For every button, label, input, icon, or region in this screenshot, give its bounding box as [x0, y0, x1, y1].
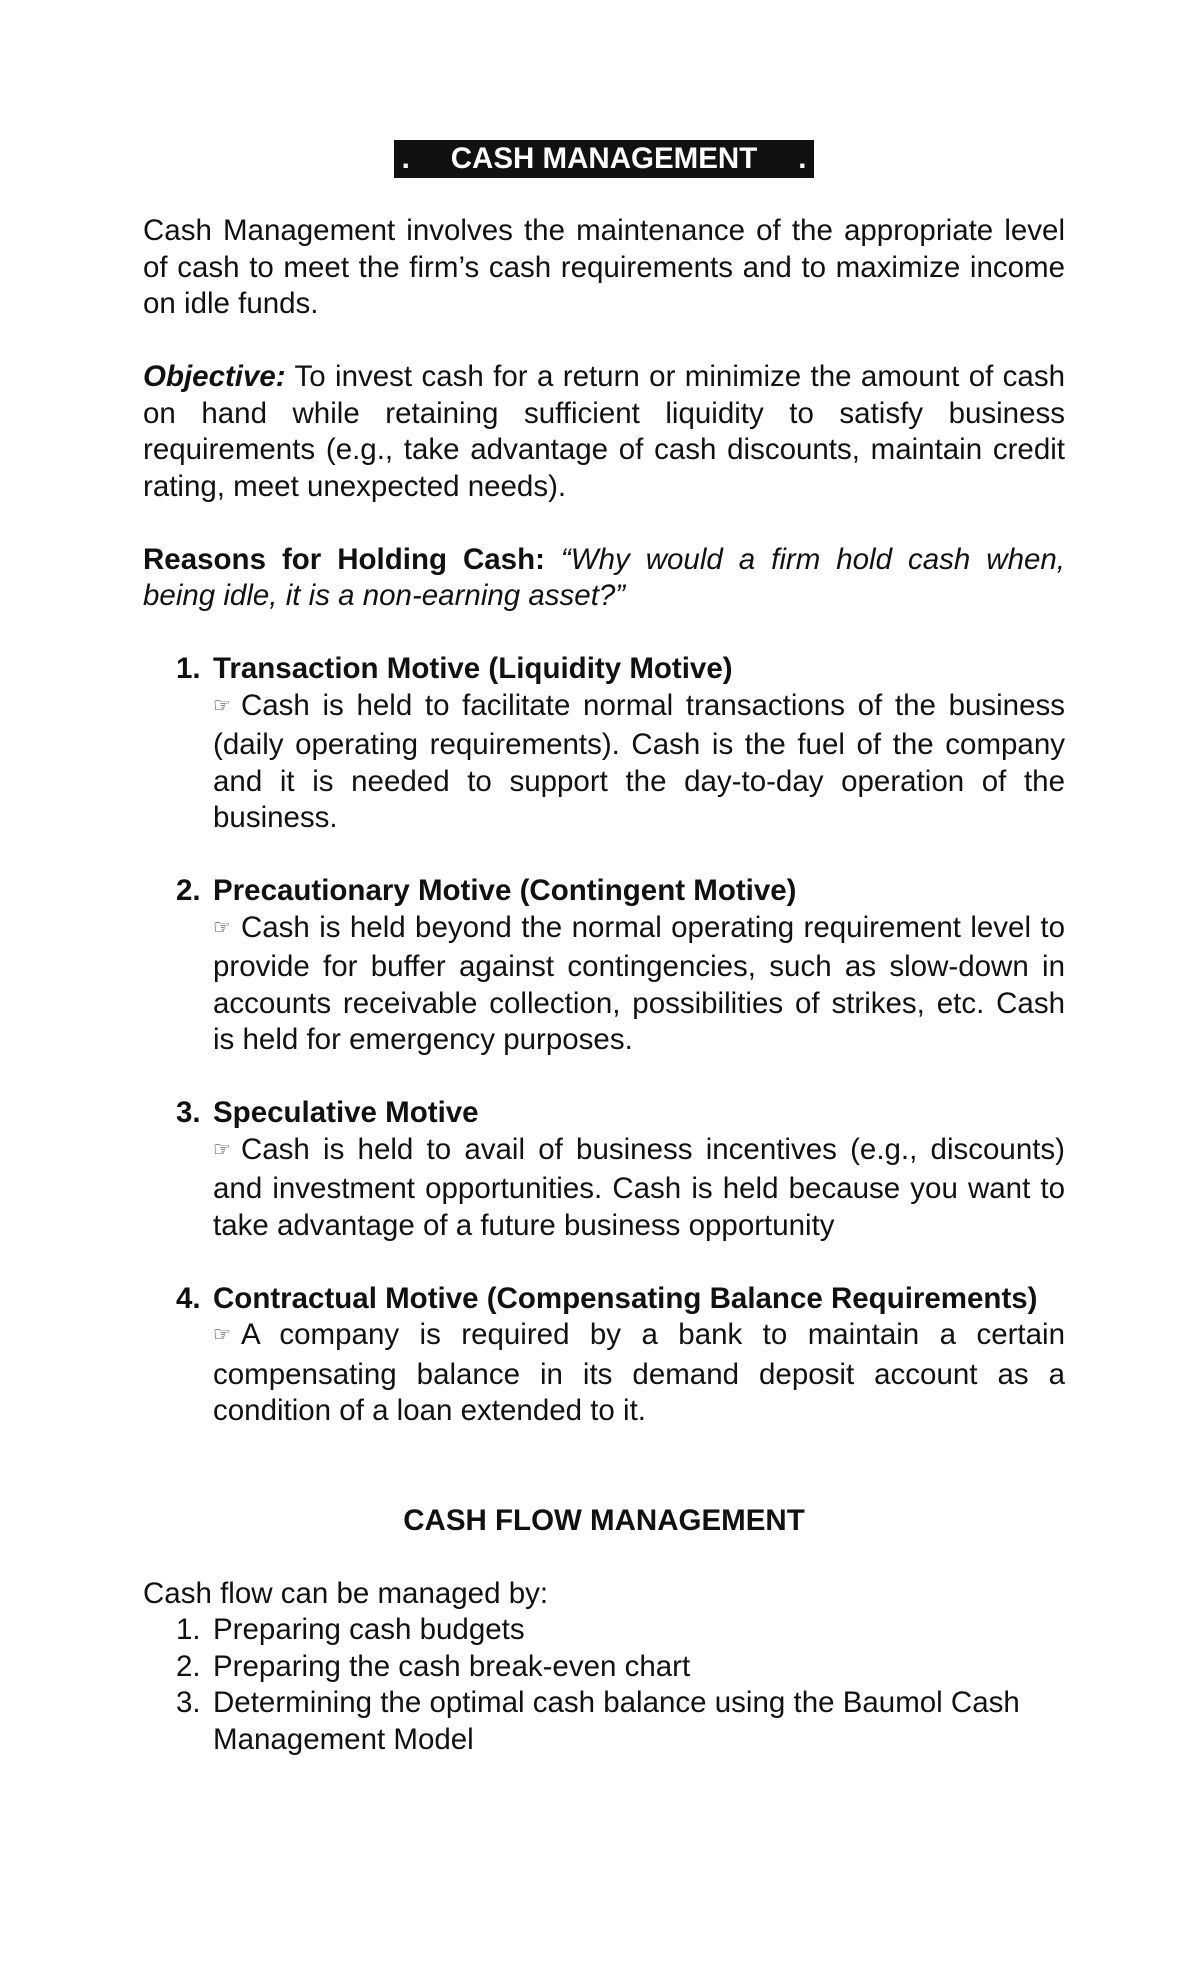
motive-item	[143, 651, 1065, 837]
motive-body	[213, 1132, 1065, 1245]
motive-body	[213, 1317, 1065, 1430]
motive-number: 1.	[176, 652, 201, 685]
motive-title: Contractual Motive (Compensating Balance Requirements)	[213, 1281, 1038, 1315]
motive-item	[143, 1281, 1065, 1430]
list-text: Determining the optimal cash balance using the Baumol Cash Management Model	[213, 1686, 1020, 1756]
motive-title: Transaction Motive (Liquidity Motive)	[213, 652, 733, 685]
pointing-hand-icon: ☞	[213, 916, 231, 939]
objective-paragraph	[143, 359, 1065, 505]
cash-flow-list	[143, 1612, 1065, 1758]
objective-text: To invest cash for a return or minimize the amount of cash on hand while retaining sufficient liquidity to satisfy business requirements (e.g., take advantage of cash discounts, maintain credit rating, meet unexpected needs).	[143, 360, 1065, 503]
cash-flow-lead: Cash flow can be managed by:	[143, 1576, 549, 1610]
list-number: 3.	[176, 1686, 201, 1719]
list-text: Preparing cash budgets	[213, 1613, 525, 1646]
motive-text: A company is required by a bank to maintain a certain compensating balance in its demand deposit account as a condition of a loan extended to it.	[213, 1318, 1065, 1427]
reasons-paragraph	[143, 542, 1065, 615]
pointing-hand-icon: ☞	[213, 1324, 231, 1346]
list-number: 1.	[176, 1613, 201, 1646]
motive-number: 4.	[176, 1281, 201, 1315]
list-text: Preparing the cash break-even chart	[213, 1649, 691, 1683]
motive-text: Cash is held to avail of business incentives (e.g., discounts) and investment opportunities. Cash is held because you want to take advantage of a future business opportunity	[213, 1132, 1065, 1242]
pointing-hand-icon: ☞	[213, 1138, 231, 1161]
reasons-question: “Why would a firm hold cash when, being idle, it is a non-earning asset?”	[143, 542, 1065, 612]
cash-flow-title: CASH FLOW MANAGEMENT	[403, 1503, 805, 1537]
motive-body	[213, 910, 1065, 1059]
objective-label: Objective:	[143, 360, 286, 393]
pointing-hand-icon: ☞	[213, 694, 231, 717]
page-title: . CASH MANAGEMENT .	[394, 140, 815, 178]
motive-title: Speculative Motive	[213, 1096, 479, 1129]
motive-title: Precautionary Motive (Contingent Motive)	[213, 874, 797, 907]
motive-text: Cash is held to facilitate normal transactions of the business (daily operating requirements). Cash is the fuel of the company and it is needed to support the day-to-day operation of the business.	[213, 688, 1065, 834]
reasons-label: Reasons for Holding Cash:	[143, 542, 545, 576]
list-number: 2.	[176, 1649, 201, 1683]
intro-paragraph: Cash Management involves the maintenance of the appropriate level of cash to meet the firm’s cash requirements and to maximize income on idle funds.	[143, 214, 1065, 320]
list-item	[143, 1685, 1065, 1758]
motive-number: 2.	[176, 874, 201, 907]
motive-body	[213, 688, 1065, 837]
document-page	[143, 140, 1065, 1758]
motive-number: 3.	[176, 1096, 201, 1129]
motive-text: Cash is held beyond the normal operating requirement level to provide for buffer against contingencies, such as slow-down in accounts receivable collection, possibilities of strikes, etc. Cash is held for emergency purposes.	[213, 910, 1065, 1056]
motives-list	[143, 651, 1065, 1430]
motive-item	[143, 873, 1065, 1059]
list-item	[143, 1649, 1065, 1686]
list-item	[143, 1612, 1065, 1649]
motive-item	[143, 1095, 1065, 1244]
title-wrap	[143, 140, 1065, 178]
